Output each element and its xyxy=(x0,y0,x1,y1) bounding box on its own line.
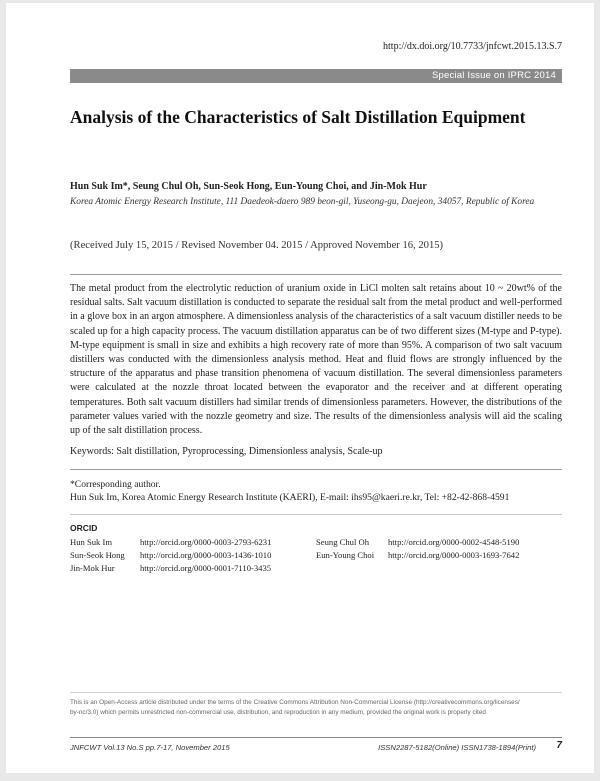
orcid-name: Sun-Seok Hong xyxy=(70,550,125,560)
divider xyxy=(70,692,562,693)
keywords: Keywords: Salt distillation, Pyroprocessing, Dimensionless analysis, Scale-up xyxy=(70,446,383,457)
issn: ISSN2287-5182(Online) ISSN1738-1894(Print) xyxy=(378,743,536,752)
license-line: This is an Open-Access article distributed under the terms of the Creative Commons Attribution Non-Commercial License (http://creativecommons.org/licenses/ xyxy=(70,699,520,706)
special-issue-label: Special Issue on IPRC 2014 xyxy=(431,70,556,81)
affiliation: Korea Atomic Energy Research Institute, 111 Daedeok-daero 989 beon-gil, Yuseong-gu, Daejeon, 34057, Republic of Korea xyxy=(70,197,535,207)
abstract: The metal product from the electrolytic reduction of uranium oxide in LiCl molten salt retains about 10 ~ 20wt% of the residual salts. Salt vacuum distillation is conducted to separate the residual salt from the metal product and well-performed in a glove box in an argon atmosphere. A dimensionless analysis of the characteristics of a salt vacuum distiller needs to be scaled up for a high capacity process. The vacuum distillation apparatus can be of two different sizes (M-type and P-type). M-type equipment is small in size and exhibits a high recovery rate of more than 95%. A comparison of two salt vacuum distillers was conducted with the dimensionless analysis method. Heat and fluid flows are strongly influenced by the structure of the apparatus and phase transition phenomena of vacuum distillation. The several dimensionless parameters were calculated at the nozzle throat located between the evaporator and the receiver and at different operating temperatures. Both salt vacuum distillers had similar trends of dimensionless parameters. However, the distributions of the parameter values varied with the nozzle geometry and size. The results of the dimensionless analysis will aid the scaling up of the salt distillation process. xyxy=(70,283,562,437)
special-issue-banner xyxy=(70,69,562,83)
corresponding-author-info: Hun Suk Im, Korea Atomic Energy Research Institute (KAERI), E-mail: ihs95@kaeri.re.kr, Tel: +82-42-868-4591 xyxy=(70,492,510,503)
article-title: Analysis of the Characteristics of Salt Distillation Equipment xyxy=(70,107,526,127)
license-notice xyxy=(70,698,562,718)
page-number: 7 xyxy=(556,740,562,751)
footer-divider xyxy=(70,737,562,738)
orcid-link[interactable]: http://orcid.org/0000-0003-1436-1010 xyxy=(140,550,272,560)
paper-page xyxy=(6,3,594,773)
divider xyxy=(70,514,562,515)
received-dates: (Received July 15, 2015 / Revised November 04. 2015 / Approved November 16, 2015) xyxy=(70,240,444,251)
divider xyxy=(70,469,562,470)
orcid-link[interactable]: http://orcid.org/0000-0003-2793-6231 xyxy=(140,537,272,547)
orcid-name: Jin-Mok Hur xyxy=(70,563,115,573)
orcid-link[interactable]: http://orcid.org/0000-0002-4548-5190 xyxy=(388,537,520,547)
author-list: Hun Suk Im*, Seung Chul Oh, Sun-Seok Hong, Eun-Young Choi, and Jin-Mok Hur xyxy=(70,181,427,192)
orcid-name: Seung Chul Oh xyxy=(316,537,369,547)
orcid-link[interactable]: http://orcid.org/0000-0003-1693-7642 xyxy=(388,550,520,560)
journal-citation: JNFCWT Vol.13 No.S pp.7-17, November 2015 xyxy=(70,743,230,752)
divider xyxy=(70,274,562,275)
corresponding-author-label: *Corresponding author. xyxy=(70,479,161,490)
orcid-link[interactable]: http://orcid.org/0000-0001-7110-3435 xyxy=(140,563,272,573)
orcid-name: Eun-Young Choi xyxy=(316,550,375,560)
orcid-name: Hun Suk Im xyxy=(70,537,113,547)
license-line: by-nc/3.0) which permits unrestricted non-commercial use, distribution, and reproduction in any medium, provided the original work is properly cited xyxy=(70,709,486,716)
orcid-heading: ORCID xyxy=(70,523,98,533)
doi-link[interactable]: http://dx.doi.org/10.7733/jnfcwt.2015.13.S.7 xyxy=(383,41,562,52)
